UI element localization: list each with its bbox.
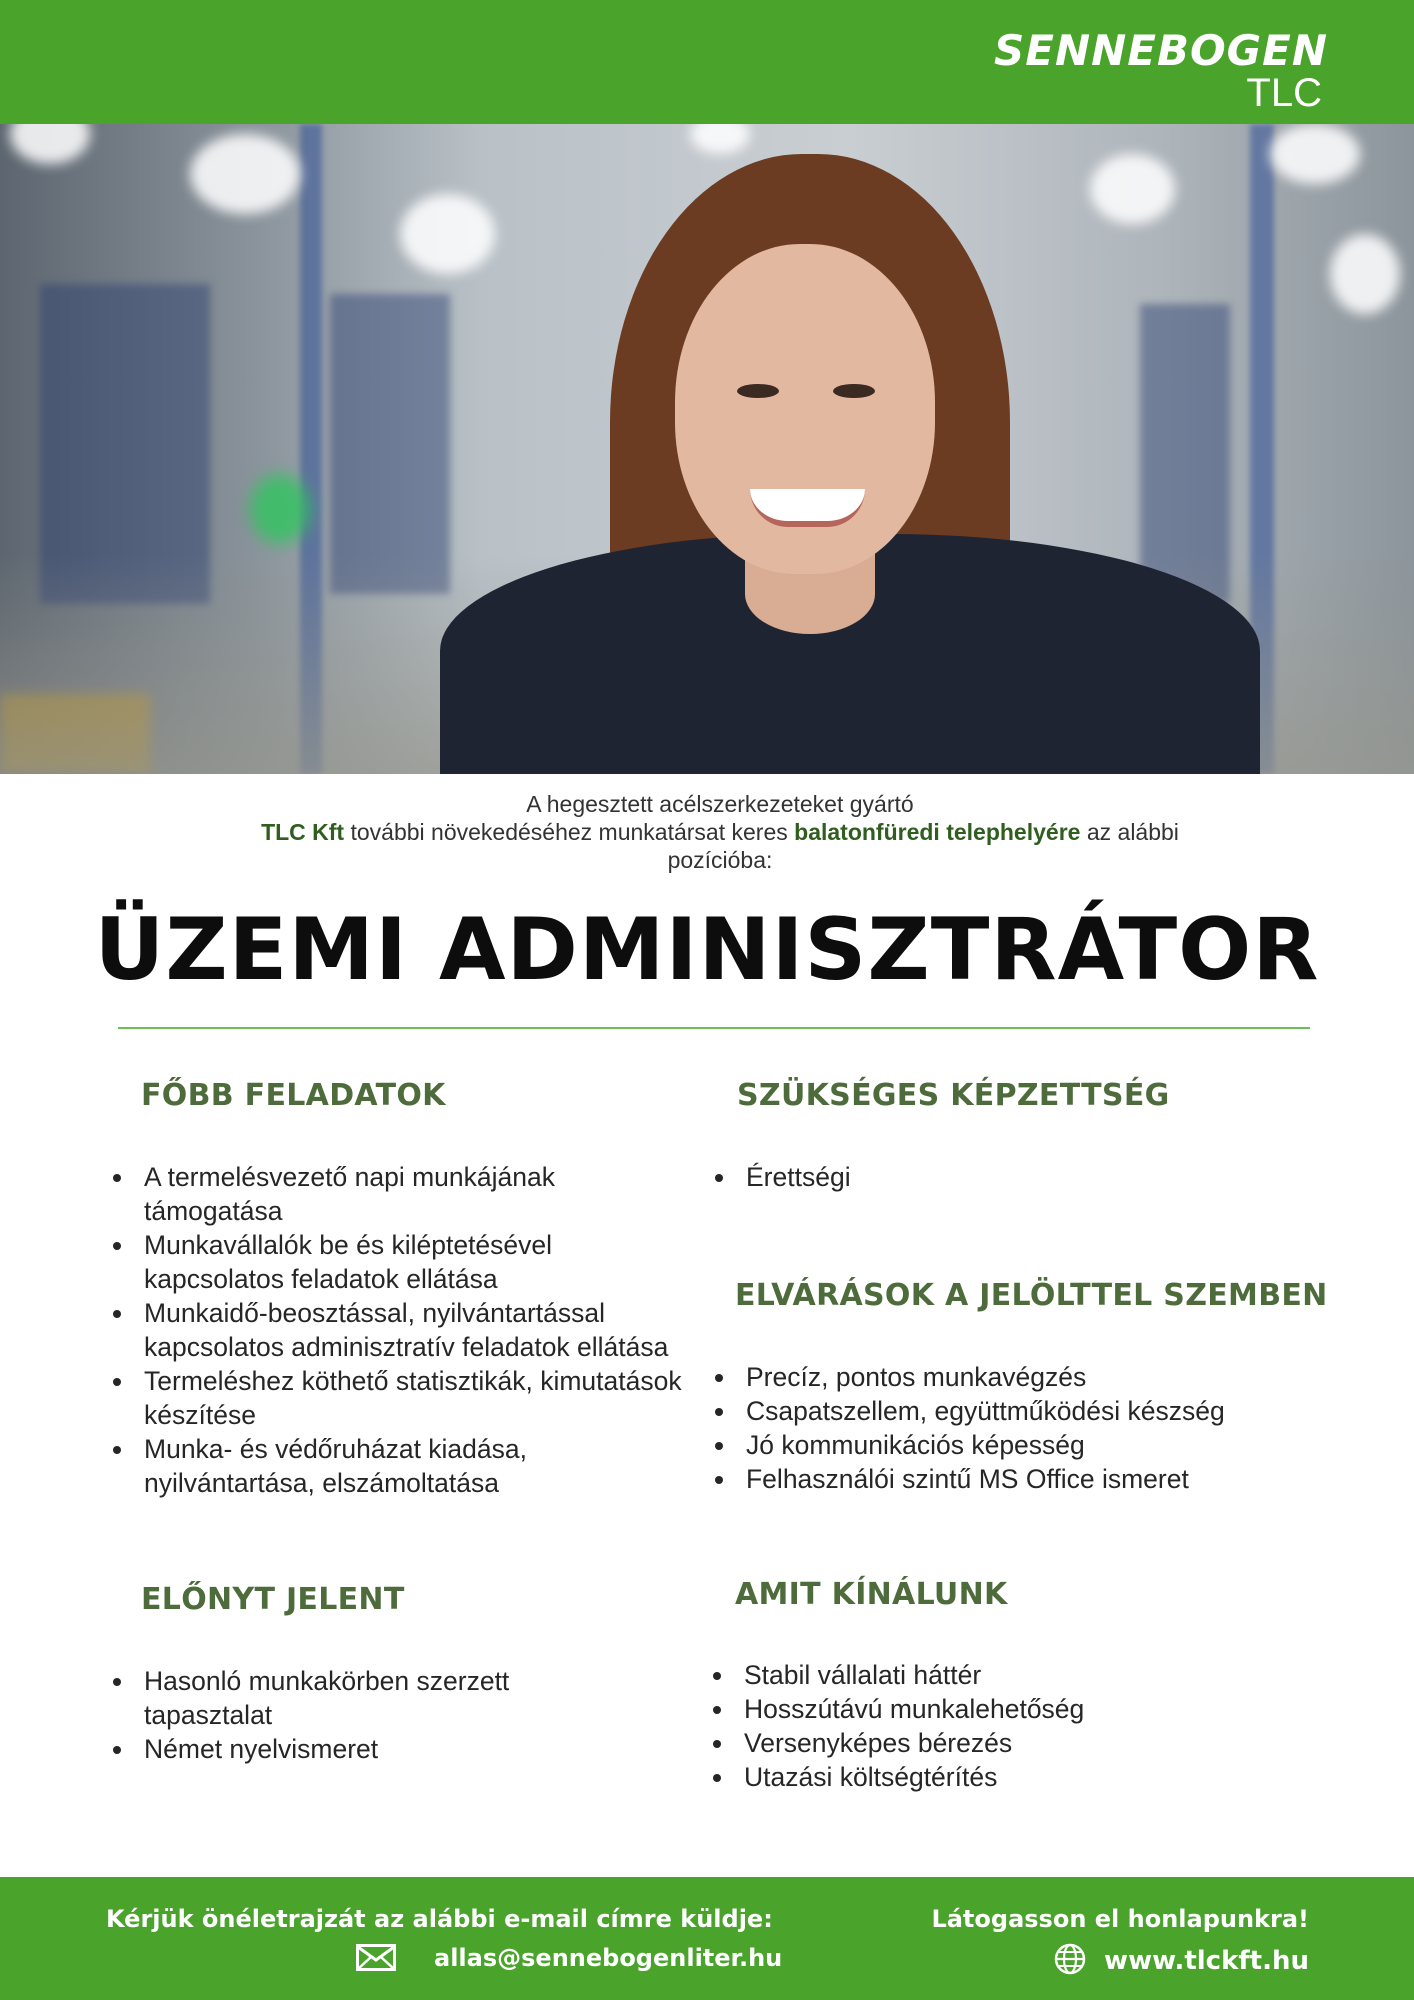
list-item: Munka- és védőruházat kiadása, nyilvántartása, elszámoltatása <box>111 1432 691 1500</box>
section-title-education: SZÜKSÉGES KÉPZETTSÉG <box>737 1078 1170 1113</box>
list-item: Stabil vállalati háttér <box>711 1658 1331 1692</box>
job-title: ÜZEMI ADMINISZTRÁTOR <box>94 900 1320 1000</box>
list-item: Jó kommunikációs képesség <box>713 1428 1333 1462</box>
globe-icon <box>1054 1943 1086 1975</box>
divider <box>118 1027 1310 1029</box>
section-title-tasks: FŐBB FELADATOK <box>141 1078 446 1113</box>
tasks-list <box>111 1160 691 1500</box>
education-list <box>713 1160 1333 1194</box>
list-item: Utazási költségtérítés <box>711 1760 1331 1794</box>
list-item: Precíz, pontos munkavégzés <box>713 1360 1333 1394</box>
intro-line-3: pozícióba: <box>667 847 773 874</box>
list-item: Hasonló munkakörben szerzett tapasztalat <box>111 1664 631 1732</box>
section-title-advantage: ELŐNYT JELENT <box>141 1582 405 1617</box>
list-item: Felhasználói szintű MS Office ismeret <box>713 1462 1333 1496</box>
intro-text <box>120 790 1320 874</box>
list-item: Érettségi <box>713 1160 1333 1194</box>
expectations-list <box>713 1360 1333 1496</box>
list-item: Hosszútávú munkalehetőség <box>711 1692 1331 1726</box>
header-bar <box>0 0 1414 124</box>
logo-brand-name: SENNEBOGEN <box>994 26 1328 75</box>
sennebogen-tlc-logo <box>994 26 1328 115</box>
footer-bar <box>0 1877 1414 2000</box>
hero-photo <box>0 124 1414 774</box>
website-link[interactable]: www.tlckft.hu <box>1104 1946 1309 1976</box>
intro-location: balatonfüredi telephelyére <box>794 819 1081 846</box>
intro-company: TLC Kft <box>261 819 345 846</box>
intro-text-a: további növekedéséhez munkatársat keres <box>350 819 788 846</box>
website-cta: Látogasson el honlapunkra! <box>931 1905 1309 1933</box>
list-item: Német nyelvismeret <box>111 1732 631 1766</box>
envelope-icon <box>356 1944 396 1971</box>
list-item: Csapatszellem, együttműködési készség <box>713 1394 1333 1428</box>
intro-text-b: az alábbi <box>1086 819 1179 846</box>
list-item: Munkavállalók be és kiléptetésével kapcsolatos feladatok ellátása <box>111 1228 691 1296</box>
section-title-expectations: ELVÁRÁSOK A JELÖLTTEL SZEMBEN <box>735 1278 1328 1313</box>
intro-line-1: A hegesztett acélszerkezeteket gyártó <box>526 791 914 817</box>
portrait-woman <box>440 134 1260 774</box>
advantage-list <box>111 1664 631 1766</box>
list-item: Versenyképes bérezés <box>711 1726 1331 1760</box>
email-cta: Kérjük önéletrajzát az alábbi e-mail címre küldje: <box>106 1905 773 1933</box>
list-item: A termelésvezető napi munkájának támogatása <box>111 1160 691 1228</box>
logo-sub-name: TLC <box>1246 71 1322 115</box>
intro-line-2 <box>120 818 1320 846</box>
offer-list <box>711 1658 1331 1794</box>
list-item: Termeléshez köthető statisztikák, kimutatások készítése <box>111 1364 691 1432</box>
list-item: Munkaidő-beosztással, nyilvántartással kapcsolatos adminisztratív feladatok ellátása <box>111 1296 691 1364</box>
email-link[interactable]: allas@sennebogenliter.hu <box>434 1944 783 1972</box>
section-title-offer: AMIT KÍNÁLUNK <box>735 1577 1008 1612</box>
